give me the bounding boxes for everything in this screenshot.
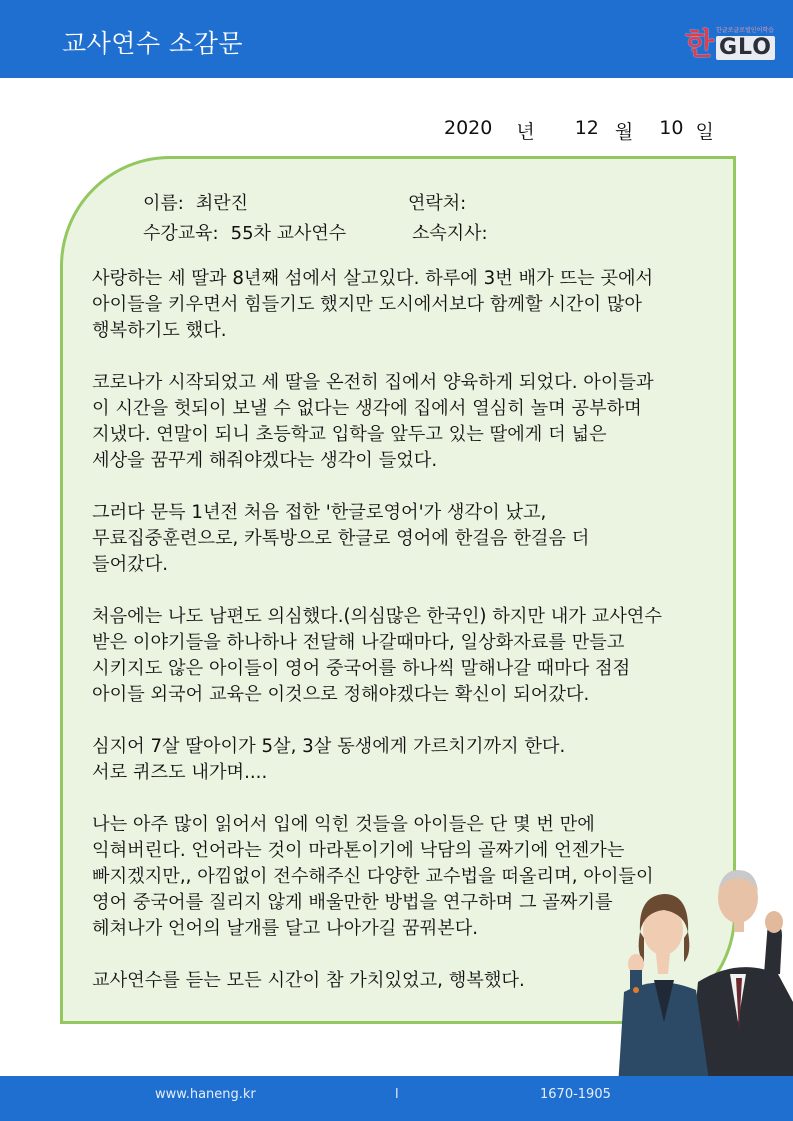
paragraph-6: 나는 아주 많이 읽어서 입에 익힌 것들을 아이들은 단 몇 번 만에 익혀버린다. 언어라는 것이 마라톤이기에 낙담의 골짜기에 언젠가는 빠지겠지만,, 아낌없이 전수해주신 다양한 교수법을 떠올리며, 아이들이 영어 중국어를 질리지 않게 배울만한 방법을 연구하며 그 골짜기를 헤쳐나가 언어의 날개를 달고 나아가길 꿈꿔본다. [92, 814, 654, 939]
name-value: 최란진 [195, 193, 249, 214]
course-value: 55차 교사연수 [230, 223, 347, 244]
course-row [143, 219, 346, 245]
date-year-unit: 년 [516, 121, 535, 143]
name-label: 이름: [143, 193, 184, 214]
brand-logo [685, 20, 775, 60]
paragraph-2: 코로나가 시작되었고 세 딸을 온전히 집에서 양육하게 되었다. 아이들과 이 시간을 헛되이 보낼 수 없다는 생각에 집에서 열심히 놀며 공부하며 지냈다. 연말이 되니 초등학교 입학을 앞두고 있는 딸에게 더 넓은 세상을 꿈꾸게 해줘야겠다는 생각이 들었다. [92, 372, 654, 471]
footer-separator: l [395, 1087, 399, 1102]
contact-row [408, 189, 466, 215]
branch-row [412, 219, 488, 245]
paragraph-4: 처음에는 나도 남편도 의심했다.(의심많은 한국인) 하지만 내가 교사연수 받은 이야기들을 하나하나 전달해 나갈때마다, 일상화자료를 만들고 시키지도 않은 아이들이 영어 중국어를 하나씩 말해나갈 때마다 점점 아이들 외국어 교육은 이것으로 정해야겠다는 확신이 되어갔다. [92, 606, 662, 705]
paragraph-1: 사랑하는 세 딸과 8년째 섬에서 살고있다. 하루에 3번 배가 뜨는 곳에서 아이들을 키우면서 힘들기도 했지만 도시에서보다 함께할 시간이 많아 행복하기도 했다. [92, 268, 654, 341]
date-line [444, 117, 714, 144]
header-bar [0, 0, 793, 78]
page-title: 교사연수 소감문 [62, 29, 243, 58]
paragraph-3: 그러다 문득 1년전 처음 접한 '한글로영어'가 생각이 났고, 무료집중훈련으로, 카톡방으로 한글로 영어에 한걸음 한걸음 더 들어갔다. [92, 502, 590, 575]
footer-bar [0, 1076, 793, 1121]
logo-han-mark: 한 [685, 27, 714, 62]
footer-website[interactable]: www.haneng.kr [155, 1087, 256, 1102]
paragraph-5: 심지어 7살 딸아이가 5살, 3살 동생에게 가르치기까지 한다. 서로 퀴즈도 내가며.... [92, 736, 566, 783]
date-month-unit: 월 [614, 121, 634, 143]
course-label: 수강교육: [143, 223, 219, 244]
date-day-unit: 일 [695, 121, 714, 143]
date-day: 10 [659, 117, 684, 139]
footer-phone: 1670-1905 [540, 1087, 611, 1102]
branch-label: 소속지사: [412, 223, 488, 244]
logo-glo-text: GLO [716, 36, 775, 60]
instructors-photo [618, 862, 793, 1087]
paragraph-7: 교사연수를 듣는 모든 시간이 참 가치있었고, 행복했다. [92, 970, 525, 991]
logo-tagline: 한글로글로벌인어학습 [716, 27, 774, 34]
name-row [143, 189, 248, 215]
woman-figure [618, 894, 710, 1087]
date-year: 2020 [444, 117, 493, 139]
date-month: 12 [574, 117, 599, 139]
contact-label: 연락처: [408, 193, 467, 214]
